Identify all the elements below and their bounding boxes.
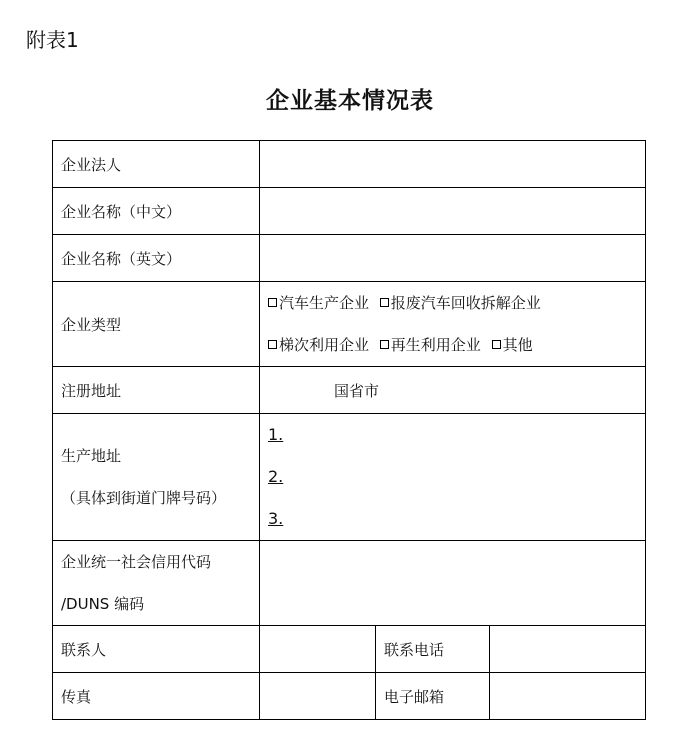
phone-field[interactable]	[490, 626, 646, 673]
contact-field[interactable]	[260, 626, 376, 673]
name-cn-field[interactable]	[260, 188, 646, 235]
checkbox-icon[interactable]	[380, 340, 389, 349]
type-option-other[interactable]: 其他	[492, 336, 533, 354]
address-item-3: 3.	[268, 509, 284, 528]
name-cn-label: 企业名称（中文）	[53, 188, 260, 235]
row-production-address	[53, 414, 646, 541]
row-credit-code	[53, 541, 646, 626]
type-option-recycling[interactable]: 再生利用企业	[380, 336, 481, 354]
address-item-2: 2.	[268, 467, 284, 486]
checkbox-icon[interactable]	[268, 298, 277, 307]
credit-code-label: 企业统一社会信用代码 /DUNS 编码	[53, 541, 260, 626]
checkbox-icon[interactable]	[492, 340, 501, 349]
fax-label: 传真	[53, 673, 260, 720]
name-en-field[interactable]	[260, 235, 646, 282]
type-option-scrap-dismantling[interactable]: 报废汽车回收拆解企业	[380, 294, 541, 312]
row-fax	[53, 673, 646, 720]
checkbox-icon[interactable]	[268, 340, 277, 349]
enterprise-info-table	[52, 140, 646, 720]
address-item-1: 1.	[268, 425, 284, 444]
appendix-label: 附表1	[26, 28, 79, 52]
credit-code-field[interactable]	[260, 541, 646, 626]
checkbox-icon[interactable]	[380, 298, 389, 307]
page-title: 企业基本情况表	[266, 88, 434, 114]
legal-person-label: 企业法人	[53, 141, 260, 188]
fax-field[interactable]	[260, 673, 376, 720]
contact-label: 联系人	[53, 626, 260, 673]
row-legal-person	[53, 141, 646, 188]
production-address-field[interactable]	[260, 414, 646, 541]
email-field[interactable]	[490, 673, 646, 720]
row-registered-address	[53, 367, 646, 414]
email-label: 电子邮箱	[376, 673, 490, 720]
phone-label: 联系电话	[376, 626, 490, 673]
registered-address-field[interactable]: 国省市	[260, 367, 646, 414]
production-address-label: 生产地址 （具体到街道门牌号码）	[53, 414, 260, 541]
row-contact	[53, 626, 646, 673]
enterprise-type-label: 企业类型	[53, 282, 260, 367]
legal-person-field[interactable]	[260, 141, 646, 188]
row-name-en	[53, 235, 646, 282]
registered-address-label: 注册地址	[53, 367, 260, 414]
enterprise-type-options	[260, 282, 646, 367]
row-name-cn	[53, 188, 646, 235]
row-enterprise-type	[53, 282, 646, 367]
type-option-cascade-use[interactable]: 梯次利用企业	[268, 336, 369, 354]
type-option-auto-maker[interactable]: 汽车生产企业	[268, 294, 369, 312]
name-en-label: 企业名称（英文）	[53, 235, 260, 282]
